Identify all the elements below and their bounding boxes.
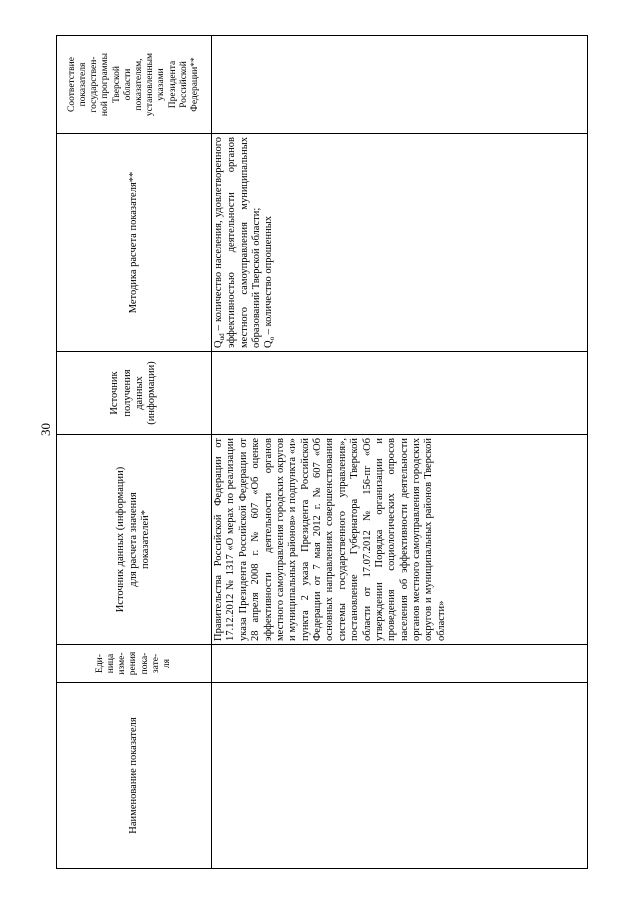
method-surveyed-text: – количество опрошенных	[263, 215, 275, 337]
table-header-row	[57, 36, 212, 869]
cell-info-source	[212, 352, 588, 435]
header-compliance: Соответствие показателя государствен- ной программы Тверской области показателям, установленным указами Президента Российской Федерации**	[57, 36, 212, 134]
cell-data-source: Правительства Российской Федерации от 17.12.2012 № 1317 «О мерах по реализации указа Президента Российской Федерации от 28 апреля 2008 г. № 607 «Об оценке эффективности деятельности органов местного самоуправления городских округов и муниципальных районов» и подпункта «и» пункта 2 указа Президента Российской Федерации от 7 мая 2012 г. № 607 «Об основных направлениях совершенствования системы государственного управления», постановление Губернатора Тверской области от 17.07.2012 № 156-пг «Об утверждении Порядка организации и проведения социологических опросов населения об эффективности деятельности органов местного самоуправления городских округов и муниципальных районов Тверской области»	[212, 435, 588, 645]
symbol-qo-subscript: o	[268, 336, 277, 341]
symbol-qo: Q	[263, 340, 275, 348]
header-info-source: Источник получения данных (информации)	[57, 352, 212, 435]
cell-calculation-method	[212, 134, 588, 352]
method-line-satisfied	[213, 137, 263, 348]
symbol-q: Q	[213, 340, 224, 348]
header-calculation-method: Методика расчета показателя**	[57, 134, 212, 352]
cell-compliance	[212, 36, 588, 134]
header-data-source: Источник данных (информации) для расчета значения показателей*	[57, 435, 212, 645]
rotated-table-container	[56, 36, 588, 869]
symbol-q-subscript: ud	[218, 333, 227, 341]
method-line-surveyed	[263, 137, 276, 348]
page-number: 30	[38, 423, 53, 436]
header-indicator-name: Наименование показателя	[57, 683, 212, 869]
header-unit: Еди- ница изме- рения пока- зате- ля	[57, 645, 212, 683]
table-row	[212, 36, 588, 869]
method-satisfied-text: – количество населения, удовлетворенного эффективностью деятельности органов местного самоуправления муниципальных образований Тверской области;	[213, 137, 263, 348]
cell-unit	[212, 645, 588, 683]
cell-indicator-name	[212, 683, 588, 869]
indicator-table	[56, 35, 588, 869]
